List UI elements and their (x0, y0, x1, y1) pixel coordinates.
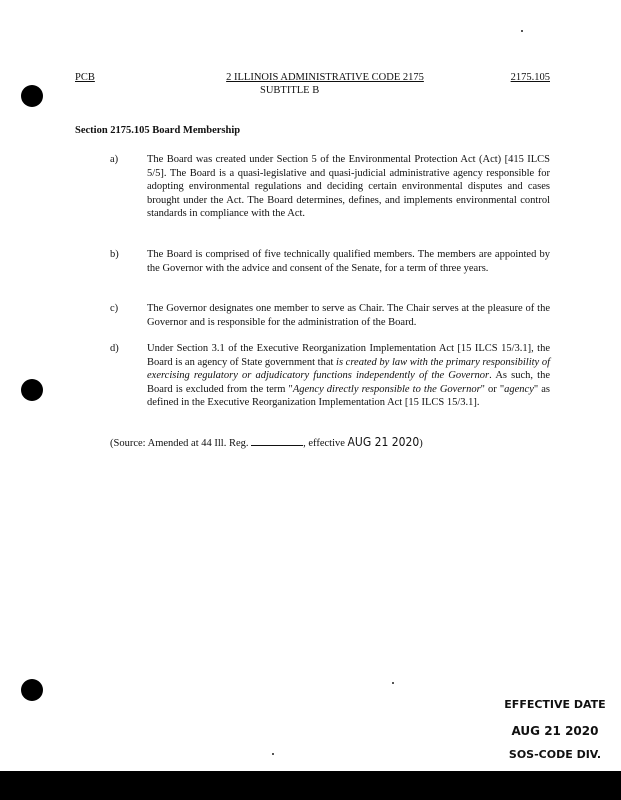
italic-quote: Agency directly responsible to the Governor (292, 383, 481, 395)
paragraph-label: b) (110, 249, 119, 260)
italic-quote: agency (504, 383, 534, 395)
scan-edge-bar (0, 771, 621, 800)
stamp-division: SOS-CODE DIV. (508, 748, 602, 761)
source-effective: , effective (303, 438, 345, 449)
paragraph-text: The Governor designates one member to serve as Chair. The Chair serves at the pleasure of the Governor and is responsible for the administration of the Board. (147, 303, 550, 328)
text-run: . As such, the Board is excluded from the term " (147, 370, 550, 395)
paragraph-label: d) (110, 343, 119, 354)
paragraph-d (110, 342, 550, 410)
register-blank (251, 445, 303, 446)
punch-hole-bottom (21, 679, 43, 701)
source-suffix: ) (419, 438, 423, 449)
source-prefix: (Source: Amended at 44 Ill. Reg. (110, 438, 249, 449)
scan-speck (392, 682, 394, 684)
header-section-number: 2175.105 (510, 72, 550, 83)
text-run: Under Section 3.1 of the Executive Reorganization Implementation Act [15 ILCS 15/3.1], the Board is an agency of State government that (147, 343, 550, 368)
punch-hole-middle (21, 379, 43, 401)
source-date-stamp: AUG 21 2020 (347, 435, 420, 449)
text-run: " as defined in the Executive Reorganization Implementation Act [15 ILCS 15/3.1]. (147, 383, 550, 408)
scan-speck (521, 30, 523, 32)
paragraph-text: The Board is comprised of five technically qualified members. The members are appointed by the Governor with the advice and consent of the Senate, for a term of three years. (147, 249, 550, 274)
header-code-title: 2 ILLINOIS ADMINISTRATIVE CODE 2175 (226, 72, 424, 83)
section-title: Section 2175.105 Board Membership (75, 125, 241, 136)
source-note (110, 435, 423, 449)
paragraph-text (147, 342, 550, 410)
paragraph-c (110, 302, 550, 329)
scan-speck (272, 753, 274, 755)
italic-quote: is created by law with the primary responsibility of exercising regulatory or adjudicatory functions independently of the Governor (147, 356, 550, 381)
paragraph-label: c) (110, 303, 119, 314)
stamp-date: AUG 21 2020 (511, 724, 599, 738)
stamp-effective-date: EFFECTIVE DATE (504, 698, 606, 711)
paragraph-b (110, 248, 550, 275)
paragraph-text: The Board was created under Section 5 of the Environmental Protection Act (Act) [415 ILCS 5/5]. The Board is a quasi-legislative and quasi-judicial administrative agency responsible for adopting environmental regulations and deciding certain environmental disputes and cases brought under the Act. The Board determines, defines, and implements environmental control standards in compliance with the Act. (147, 154, 550, 219)
header-agency: PCB (75, 72, 95, 83)
text-run: " or " (480, 383, 505, 395)
paragraph-label: a) (110, 154, 119, 165)
header-subtitle: SUBTITLE B (260, 85, 320, 96)
punch-hole-top (21, 85, 43, 107)
paragraph-a (110, 153, 550, 221)
